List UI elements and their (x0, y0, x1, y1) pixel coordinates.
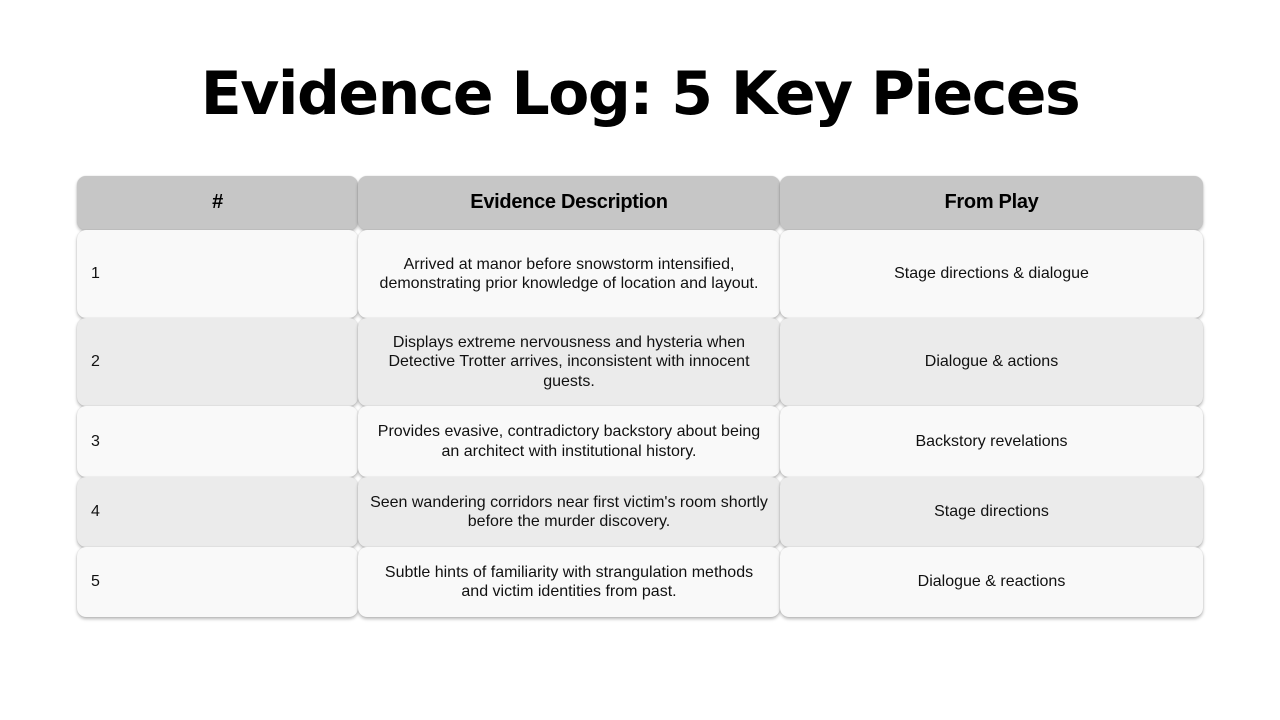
row-number: 3 (77, 406, 358, 477)
row-description: Provides evasive, contradictory backstory about being an architect with institutional history. (358, 406, 780, 477)
header-number: # (77, 176, 358, 230)
row-source: Backstory revelations (780, 406, 1203, 477)
table-header-row (77, 176, 1203, 230)
table-row (77, 318, 1203, 406)
row-source: Dialogue & actions (780, 318, 1203, 406)
row-description: Seen wandering corridors near first victim's room shortly before the murder discovery. (358, 477, 780, 547)
table-row (77, 547, 1203, 617)
row-source: Stage directions (780, 477, 1203, 547)
evidence-table (77, 176, 1203, 617)
row-number: 4 (77, 477, 358, 547)
slide-title: Evidence Log: 5 Key Pieces (200, 59, 1080, 129)
row-description: Displays extreme nervousness and hysteria when Detective Trotter arrives, inconsistent with innocent guests. (358, 318, 780, 406)
row-number: 5 (77, 547, 358, 617)
row-number: 1 (77, 230, 358, 318)
row-source: Dialogue & reactions (780, 547, 1203, 617)
header-from-play: From Play (780, 176, 1203, 230)
row-number: 2 (77, 318, 358, 406)
row-description: Arrived at manor before snowstorm intensified, demonstrating prior knowledge of location and layout. (358, 230, 780, 318)
row-source: Stage directions & dialogue (780, 230, 1203, 318)
header-evidence-description: Evidence Description (358, 176, 780, 230)
row-description: Subtle hints of familiarity with strangulation methods and victim identities from past. (358, 547, 780, 617)
table-row (77, 406, 1203, 477)
table-row (77, 230, 1203, 318)
table-row (77, 477, 1203, 547)
